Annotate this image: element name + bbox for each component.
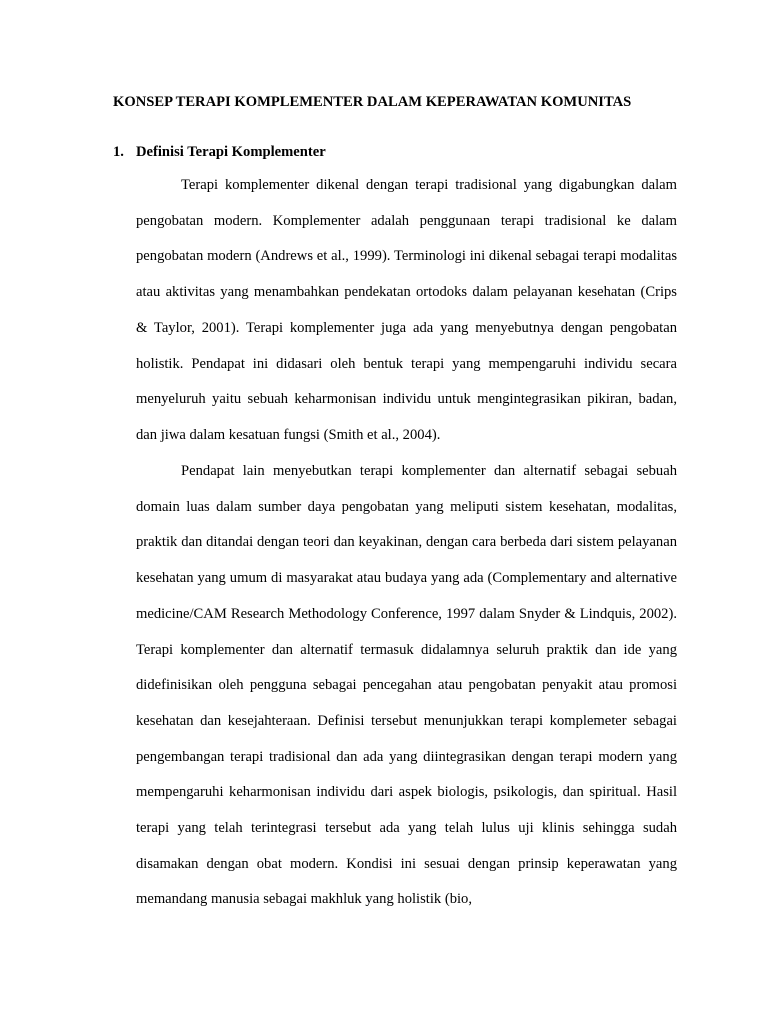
document-title: KONSEP TERAPI KOMPLEMENTER DALAM KEPERAWATAN KOMUNITAS	[113, 94, 632, 110]
paragraph: Terapi komplementer dikenal dengan terapi tradisional yang digabungkan dalam pengobatan modern. Komplementer adalah penggunaan terapi tradisional ke dalam pengobatan modern (Andrews et al., 1999). Terminologi ini dikenal sebagai terapi modalitas atau aktivitas yang menambahkan pendekatan ortodoks dalam pelayanan kesehatan (Crips & Taylor, 2001). Terapi komplementer juga ada yang menyebutnya dengan pengobatan holistik. Pendapat ini didasari oleh bentuk terapi yang mempengaruhi individu secara menyeluruh yaitu sebuah keharmonisan individu untuk mengintegrasikan pikiran, badan, dan jiwa dalam kesatuan fungsi (Smith et al., 2004).	[136, 177, 677, 443]
paragraph: Pendapat lain menyebutkan terapi komplementer dan alternatif sebagai sebuah domain luas dalam sumber daya pengobatan yang meliputi sistem kesehatan, modalitas, praktik dan ditandai dengan teori dan keyakinan, dengan cara berbeda dari sistem pelayanan kesehatan yang umum di masyarakat atau budaya yang ada (Complementary and alternative medicine/CAM Research Methodology Conference, 1997 dalam Snyder & Lindquis, 2002). Terapi komplementer dan alternatif termasuk didalamnya seluruh praktik dan ide yang didefinisikan oleh pengguna sebagai pencegahan atau pengobatan penyakit atau promosi kesehatan dan kesejahteraan. Definisi tersebut menunjukkan terapi komplemeter sebagai pengembangan terapi tradisional dan ada yang diintegrasikan dengan terapi modern yang mempengaruhi keharmonisan individu dari aspek biologis, psikologis, dan spiritual. Hasil terapi yang telah terintegrasi tersebut ada yang telah lulus uji klinis sehingga sudah disamakan dengan obat modern. Kondisi ini sesuai dengan prinsip keperawatan yang memandang manusia sebagai makhluk yang holistik (bio,	[136, 463, 677, 908]
section-heading-text: Definisi Terapi Komplementer	[136, 144, 326, 160]
section-number: 1.	[113, 144, 124, 160]
section-heading	[113, 142, 326, 162]
